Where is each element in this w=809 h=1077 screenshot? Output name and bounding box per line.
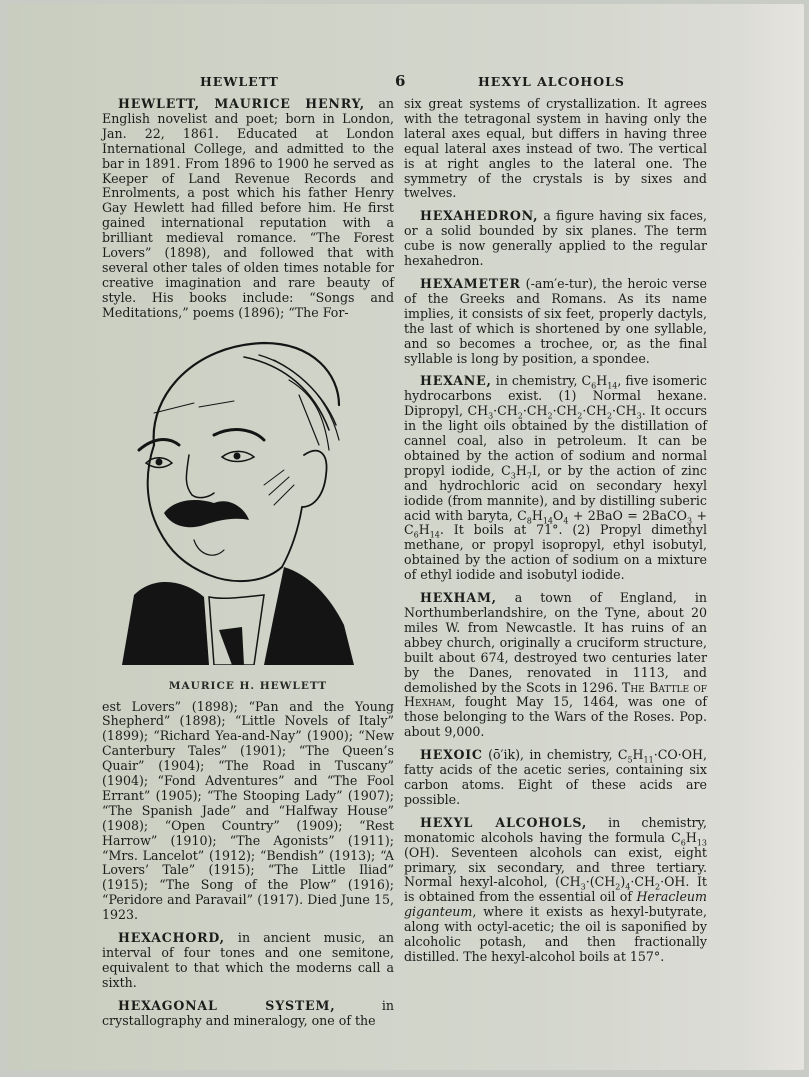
entry-text: H <box>596 373 608 389</box>
entry-text: a town of England, in Northumberlandshire, on the Tyne, about 20 miles W. from Newcastle. It has ruins of an abbey church, originally a cruciform structure, built about 674, destroyed two centuries later by the Danes, renovated in 1113, and demolished by the Scots in 1296. <box>404 590 707 695</box>
subscript: 11 <box>643 755 654 765</box>
entry-text: H <box>531 507 543 523</box>
subscript: 6 <box>413 530 419 540</box>
entry-text: in chemistry, C <box>491 373 592 389</box>
entry-hexyl-alcohols <box>404 816 707 965</box>
entry-text: ) <box>620 874 626 890</box>
headword: HEWLETT, MAURICE HENRY, <box>118 96 365 111</box>
entry-text: in ancient music, an interval of four tones and one semitone, equivalent to that which the moderns call a sixth. <box>102 930 394 990</box>
entry-hexagonal-system <box>102 999 394 1029</box>
entry-text: (-am′e-tur), the heroic verse of the Greeks and Romans. As its name implies, it consists of six feet, properly dactyls, the last of which is shortened by one syllable, and so becomes a trochee, or, as the final syllable is long by position, a spondee. <box>404 275 707 366</box>
entry-text: + C <box>404 507 707 538</box>
subscript: 6 <box>591 381 597 391</box>
entry-hexagonal-system-continued: six great systems of crystallization. It agrees with the tetragonal system in having only the lateral axes equal, but differs in having three equal lateral axes instead of two. The vertical is at right angles to the lateral one. The symmetry of the crystals is by sixes and twelves. <box>404 96 707 201</box>
entry-text: ·CH <box>612 403 637 419</box>
entry-text: (OH). Seventeen alcohols can exist, eight primary, six secondary, and three tertiary. Normal hexyl-alcohol, (CH <box>404 844 707 890</box>
entry-text: a figure having six faces, or a solid bounded by six planes. The term cube is now generally applied to the regular hexahedron. <box>404 208 707 269</box>
subscript: 3 <box>686 516 693 526</box>
entry-text: ·CH <box>522 403 548 419</box>
entry-text: ·CH <box>630 874 656 890</box>
entry-text: . It boils at 71°. (2) Propyl dimethyl methane, or propyl isopropyl, ethyl isobutyl, obtained by the action of sodium on a mixture of ethyl iodide and isobutyl iodide. <box>404 522 707 583</box>
entry-text: H <box>685 829 697 845</box>
subscript: 3 <box>510 471 516 481</box>
entry-text: . It occurs in the light oils obtained by the distillation of cannel coal, also in petroleum. It can be obtained by the action of sodium and normal propyl iodide, C <box>404 403 707 478</box>
entry-text: ·CH <box>552 403 578 419</box>
entry-text: , five isomeric hydrocarbons exist. (1) Normal hexane. Dipropyl, CH <box>404 373 707 419</box>
entry-text: H <box>515 462 527 478</box>
entry-text: ·CH <box>582 403 607 419</box>
headword: HEXANE, <box>420 373 492 389</box>
subscript: 8 <box>526 516 532 526</box>
entry-hexoic <box>404 748 707 808</box>
subscript: 4 <box>625 882 631 892</box>
running-head-right: HEXYL ALCOHOLS <box>478 74 625 89</box>
subscript: 14 <box>542 516 553 526</box>
entry-text: an English novelist and poet; born in London, Jan. 22, 1861. Educated at London International College, and admitted to the bar in 1891. From 1896 to 1900 he served as Keeper of Land Revenue Records and Enrolments, a post which his father Henry Gay Hewlett had filled before him. He first gained international reputation with a brilliant medieval romance. “The Forest Lovers” (1898), and followed that with several other tales of olden times notable for creative imagination and rare beauty of style. His books include: “Songs and Meditations,” poems (1896); “The For- <box>102 96 394 320</box>
entry-hexachord <box>102 931 394 991</box>
subscript: 14 <box>607 381 618 391</box>
entry-text: , where it exists as hexyl-butyrate, along with octyl-acetic; the oil is saponified by alcoholic potash, and then fractionally distilled. The hexyl-alcohol boils at 157°. <box>404 904 707 964</box>
subscript: 3 <box>636 411 642 421</box>
entry-text: ·CH <box>493 403 518 419</box>
page-number: 6 <box>395 72 406 90</box>
subscript: 6 <box>680 838 686 848</box>
subscript: 14 <box>429 530 440 540</box>
headword: HEXOIC <box>420 747 483 763</box>
subscript: 2 <box>517 411 523 421</box>
subscript: 3 <box>580 882 586 892</box>
portrait-caption: MAURICE H. HEWLETT <box>168 679 328 692</box>
entry-hexham <box>404 591 707 740</box>
headword: HEXAHEDRON, <box>420 208 539 224</box>
entry-text: in chemistry, monatomic alcohols having the formula C <box>404 814 707 845</box>
subscript: 3 <box>488 411 494 421</box>
entry-hexane <box>404 374 707 583</box>
subscript: 5 <box>627 755 633 765</box>
subscript: 7 <box>526 471 532 481</box>
right-column <box>404 97 707 973</box>
entry-text: H <box>632 747 644 763</box>
subscript: 2 <box>577 411 583 421</box>
entry-hewlett-continued: est Lovers” (1898); “Pan and the Young Shepherd” (1898); “Little Novels of Italy” (1899); “Richard Yea-and-Nay” (1900); “New Canterbury Tales” (1901); “The Queen’s Quair” (1904); “The Road in Tuscany” (1904); “Fond Adventures” and “The Fool Errant” (1905); “The Stooping Lady” (1907); “The Spanish Jade” and “Halfway House” (1908); “Open Country” (1909); “Rest Harrow” (1910); “The Agonists” (1911); “Mrs. Lancelot” (1912); “Bendish” (1913); “A Lovers’ Tale” (1915); “The Little Iliad” (1915); “The Song of the Plow” (1916); “Peridore and Paravail” (1917). Died June 15, 1923. <box>102 698 394 923</box>
entry-text: , fought May 15, 1464, was one of those belonging to the Wars of the Roses. Pop. about 9,000. <box>404 694 707 740</box>
headword: HEXAMETER <box>420 275 521 291</box>
entry-text: H <box>418 522 430 538</box>
italic-species-name: Heracleum giganteum <box>404 889 707 920</box>
headword: HEXYL ALCOHOLS, <box>420 814 588 830</box>
headword: HEXAGONAL SYSTEM, <box>118 997 336 1013</box>
subscript: 2 <box>615 882 621 892</box>
running-head <box>0 74 809 94</box>
portrait-illustration <box>102 335 394 673</box>
entry-text: I, or by the action of zinc and hydrochloric acid on secondary hexyl iodide (from mannite), and by distilling suberic acid with baryta, C <box>404 462 707 523</box>
small-caps-text: The Battle of Hexham <box>404 679 707 710</box>
portrait-drawing-icon <box>114 335 384 665</box>
entry-text: ·CO·OH, fatty acids of the acetic series, containing six carbon atoms. Eight of these acids are possible. <box>404 747 707 807</box>
subscript: 2 <box>547 411 553 421</box>
headword: HEXACHORD, <box>118 930 225 946</box>
entry-hexahedron <box>404 209 707 269</box>
running-head-left: HEWLETT <box>200 74 279 89</box>
headword: HEXHAM, <box>420 590 497 606</box>
subscript: 2 <box>655 882 661 892</box>
entry-text: (ō′ik), in chemistry, C <box>482 747 628 763</box>
left-column <box>102 97 394 1037</box>
entry-text: O <box>553 507 564 523</box>
entry-text: ·(CH <box>585 874 616 890</box>
subscript: 2 <box>606 411 613 421</box>
subscript: 4 <box>563 516 569 526</box>
entry-text: ·OH. It is obtained from the essential oil of <box>404 874 707 905</box>
entry-text: + 2BaO = 2BaCO <box>568 507 687 523</box>
entry-hewlett <box>102 97 394 321</box>
entry-hexameter <box>404 277 707 366</box>
entry-text: in crystallography and mineralogy, one of the <box>102 997 394 1028</box>
subscript: 13 <box>696 838 707 848</box>
